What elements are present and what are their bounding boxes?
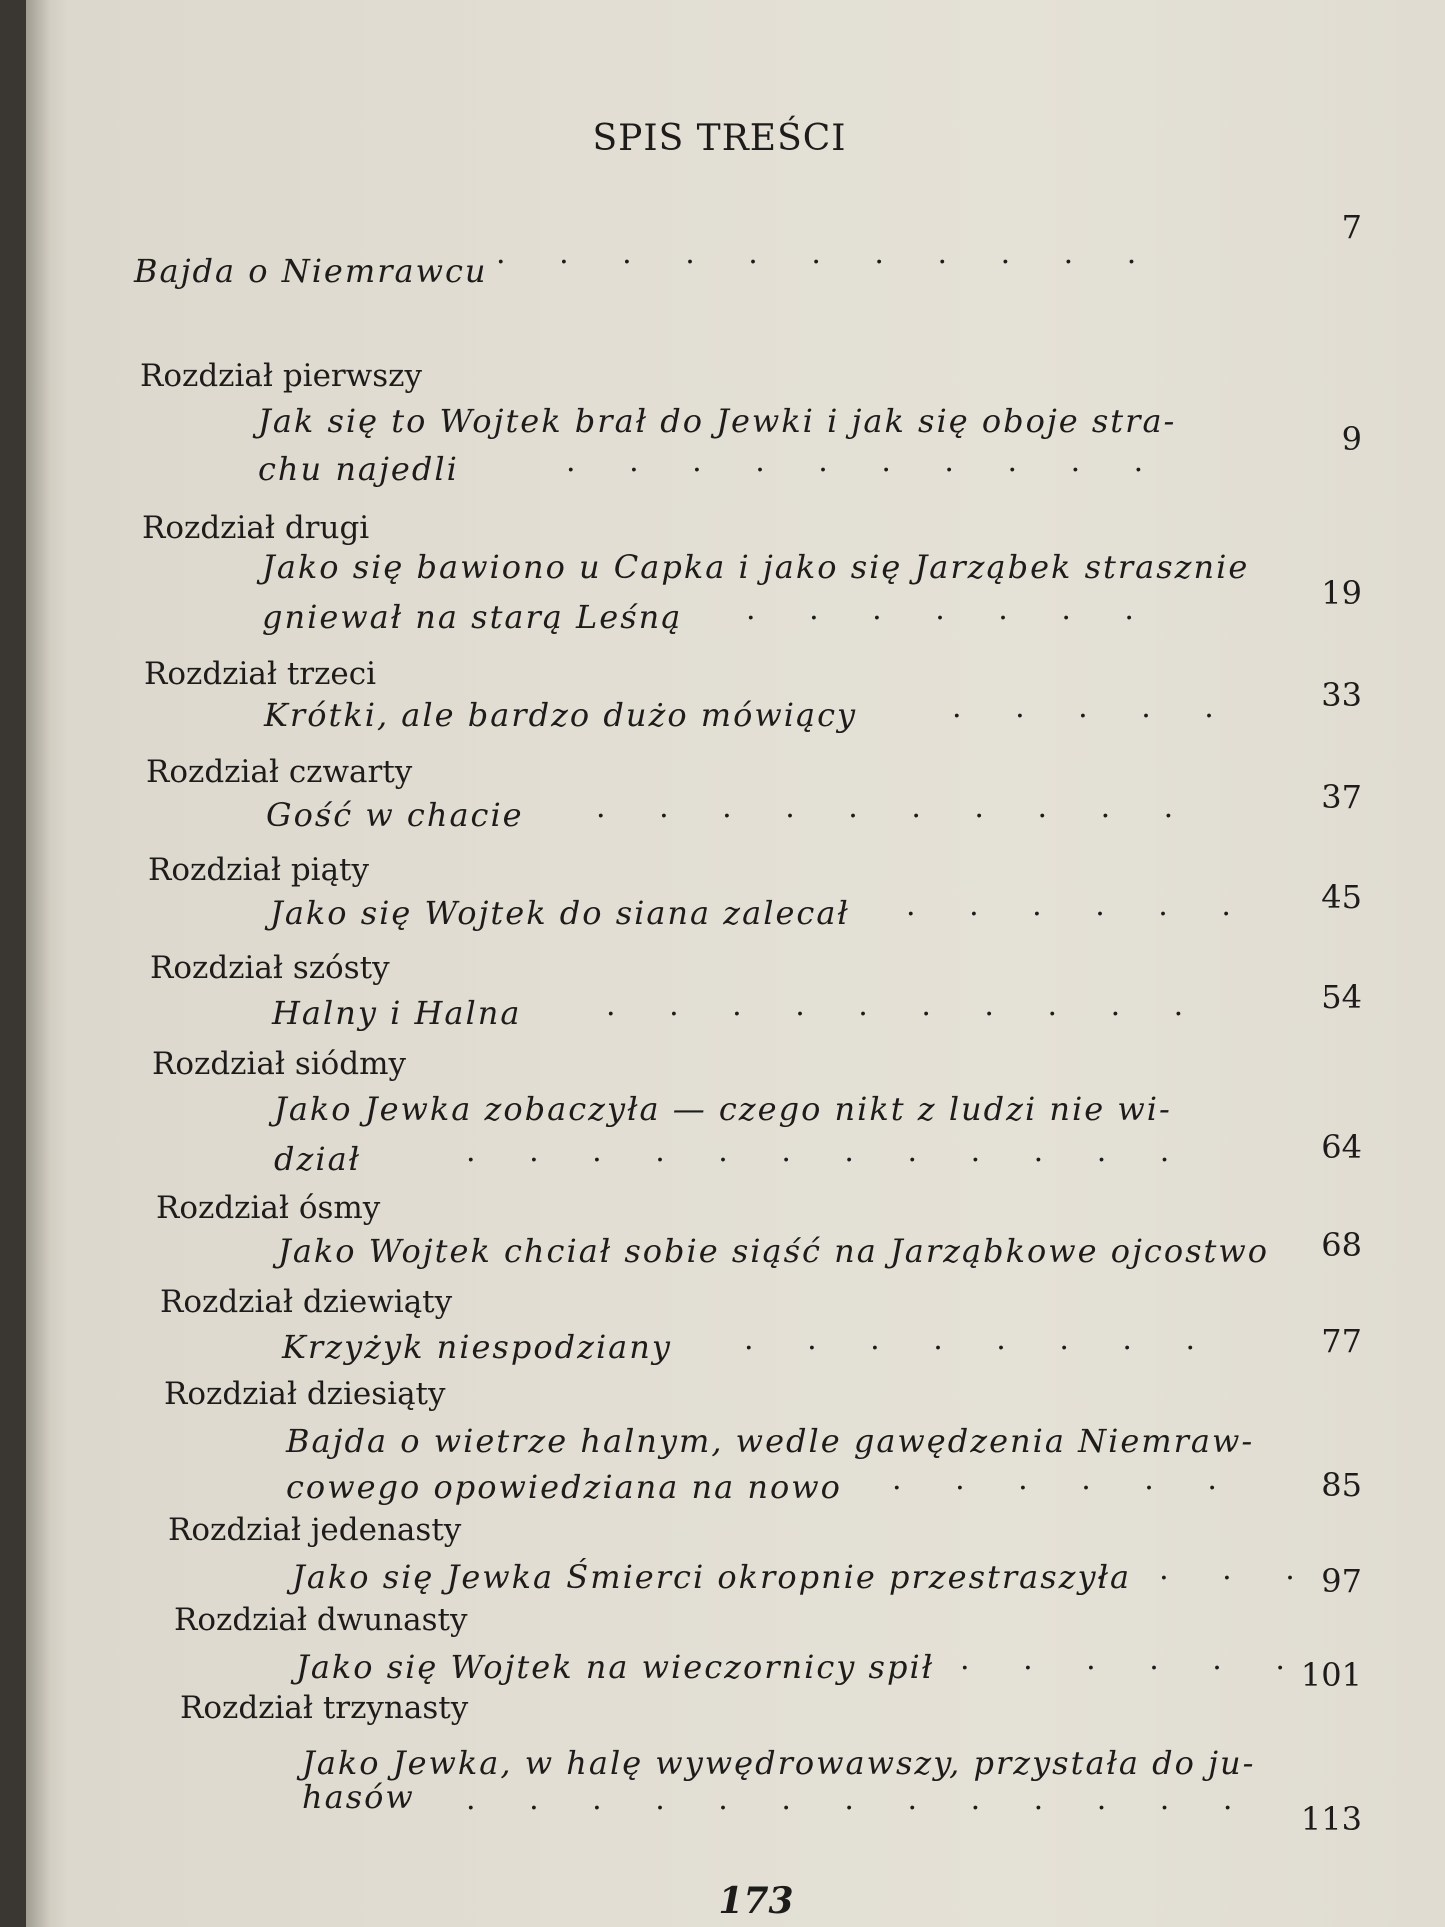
page-number: 85 [1321,1466,1362,1504]
leader-dots: . . . . . . . . . . [606,988,1206,1023]
entry-title-cont: gniewał na starą Leśną [262,598,683,636]
entry-title: Jako Wojtek chciał sobie siąść na Jarząbkowe ojcostwo [278,1232,1270,1270]
page-folio: 173 [718,1880,794,1922]
entry-title: Bajda o wietrze halnym, wedle gawędzenia Niemraw- [286,1422,1255,1460]
chapter-label: Rozdział siódmy [152,1046,407,1082]
entry-title: Krótki, ale bardzo dużo mówiący [264,696,858,734]
chapter-label: Rozdział dwunasty [174,1602,468,1638]
page-number: 77 [1321,1322,1362,1360]
chapter-label: Rozdział jedenasty [168,1512,462,1548]
entry-title: Jako się Wojtek do siana zalecał [270,894,850,932]
chapter-label: Rozdział pierwszy [140,358,423,394]
entry-title: Jako się Jewka Śmierci okropnie przestraszyła [292,1558,1132,1596]
page-number: 19 [1321,574,1362,612]
page-number: 113 [1300,1800,1362,1838]
leader-dots: . . . . . . . . . . [596,790,1196,825]
leader-dots: . . . . . . . . . . . [496,236,1159,271]
entry-title: Jako Jewka, w halę wywędrowawszy, przystała do ju- [302,1744,1256,1782]
page-number: 68 [1321,1226,1362,1264]
leader-dots: . . . . . . . . [744,1322,1218,1357]
page-number: 7 [1341,208,1362,246]
page-number: 64 [1321,1128,1362,1166]
entry-title-cont: hasów [302,1778,415,1816]
leader-dots: . . . . . . [960,1642,1307,1677]
entry-title: Bajda o Niemrawcu [134,252,488,290]
entry-title: Jako Jewka zobaczyła — czego nikt z ludzi nie wi- [274,1090,1172,1128]
entry-title: Gość w chacie [266,796,524,834]
page-title: SPIS TREŚCI [592,118,847,159]
entry-title: Jak się to Wojtek brał do Jewki i jak się oboje stra- [258,402,1177,440]
chapter-label: Rozdział dziewiąty [160,1284,453,1320]
page-number: 54 [1321,978,1362,1016]
leader-dots: . . . . [1096,1552,1317,1587]
entry-title: Halny i Halna [272,994,522,1032]
entry-title: Jako się Wojtek na wieczornicy spił [296,1648,935,1686]
chapter-label: Rozdział czwarty [146,754,413,790]
leader-dots: . . . . . . [892,1462,1239,1497]
chapter-label: Rozdział szósty [150,950,390,986]
page-number: 97 [1321,1562,1362,1600]
chapter-label: Rozdział trzeci [144,656,377,692]
page-number: 33 [1321,676,1362,714]
entry-title: Krzyżyk niespodziany [282,1328,672,1366]
leader-dots: . . . . . . . [746,592,1156,627]
page-number: 37 [1321,778,1362,816]
entry-title-cont: dział [274,1140,362,1178]
leader-dots: . . . . . . . . . . . . [466,1134,1192,1169]
chapter-label: Rozdział trzynasty [180,1690,469,1726]
entry-title-cont: cowego opowiedziana na nowo [286,1468,842,1506]
leader-dots: . . . . . [952,690,1236,725]
page-number: 45 [1321,878,1362,916]
chapter-label: Rozdział drugi [142,510,370,546]
leader-dots: . . . . . . [906,888,1253,923]
leader-dots: . . . . . . . . . . [566,444,1166,479]
book-page [26,0,1445,1927]
entry-title-cont: chu najedli [258,450,459,488]
page-number: 101 [1300,1656,1362,1694]
chapter-label: Rozdział dziesiąty [164,1376,446,1412]
page-number: 9 [1341,420,1362,458]
chapter-label: Rozdział ósmy [156,1190,381,1226]
chapter-label: Rozdział piąty [148,852,370,888]
leader-dots: . . . . . . . . . . . . . [466,1782,1255,1817]
entry-title: Jako się bawiono u Capka i jako się Jarząbek strasznie [262,548,1250,586]
